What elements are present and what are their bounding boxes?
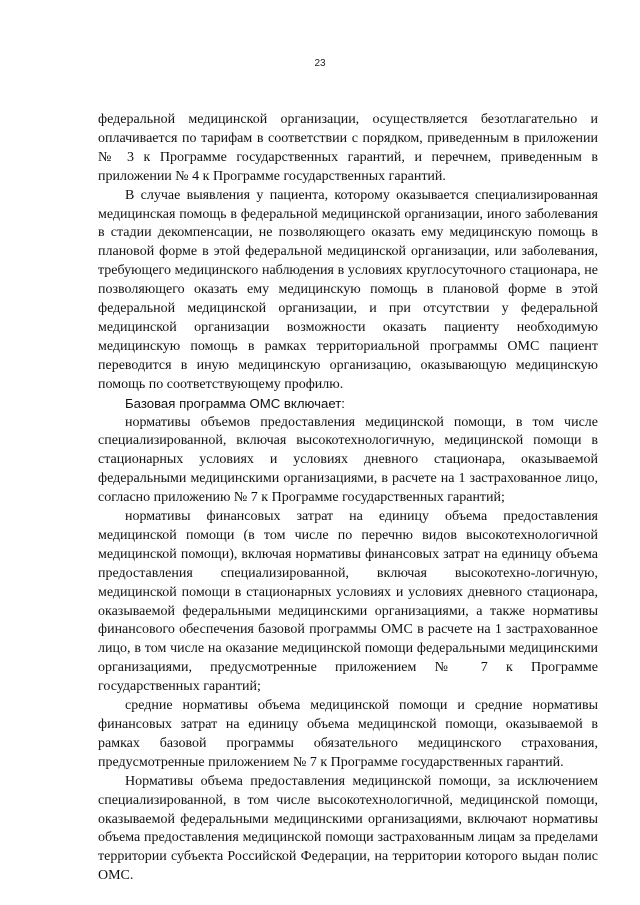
paragraph-continuation: федеральной медицинской организации, осуществляется безотлагательно и оплачивается по тарифам в соответствии с порядком, приведенным в приложении № 3 к Программе государственных гарантий, и перечнем, приведенным в приложении № 4 к Программе государственных гарантий. — [98, 112, 598, 184]
paragraph-patient-transfer: В случае выявления у пациента, которому оказывается специализированная медицинская помощь в федеральной медицинской организации, иного заболевания в стадии декомпенсации, не позволяющего оказать ему медицинскую помощь в плановой форме в этой федеральной медицинской организации, или заболевания, требующего медицинского наблюдения в условиях круглосуточного стационара, не позволяющего оказать ему медицинскую помощь в плановой форме в этой федеральной медицинской организации, и при отсутствии у федеральной медицинской организации возможности оказать пациенту необходимую медицинскую помощь в рамках территориальной программы ОМС пациент переводится в иную медицинскую организацию, оказывающую медицинскую помощь по соответствующему профилю. — [98, 187, 598, 392]
page-number: 23 — [314, 58, 326, 69]
paragraph-average-norms: средние нормативы объема медицинской помощи и средние нормативы финансовых затрат на единицу объема медицинской помощи, оказываемой в рамках базовой программы обязательного медицинского страхования, предусмотренные приложением № 7 к Программе государственных гарантий. — [98, 698, 598, 770]
paragraph-financial-norms: нормативы финансовых затрат на единицу объема предоставления медицинской помощи (в том числе по перечню видов высокотехнологичной медицинской помощи), включая нормативы финансовых затрат на единицу объема предоставления специализированной, включая высокотехно-логичную, медицинской помощи в стационарных условиях и условиях дневного стационара, оказываемой федеральными медицинскими организациями, а также нормативы финансового обеспечения базовой программы ОМС в расчете на 1 застрахованное лицо, в том числе на оказание медицинской помощи федеральными медицинскими организациями, предусмотренные приложением № 7 к Программе государственных гарантий; — [98, 509, 598, 695]
document-body — [98, 111, 598, 886]
paragraph-base-program-heading: Базовая программа ОМС включает: — [125, 395, 345, 411]
paragraph-volume-norms: нормативы объемов предоставления медицинской помощи, в том числе специализированной, включая высокотехнологичную, медицинской помощи в стационарных условиях и условиях дневного стационара, оказываемой федеральными медицинскими организациями, в расчете на 1 застрахованное лицо, согласно приложению № 7 к Программе государственных гарантий; — [98, 414, 598, 506]
paragraph-volume-exclusions: Нормативы объема предоставления медицинской помощи, за исключением специализированной, в том числе высокотехнологичной, медицинской помощи, оказываемой федеральными медицинскими организациями, включают нормативы объема предоставления медицинской помощи застрахованным лицам за пределами территории субъекта Российской Федерации, на территории которого выдан полис ОМС. — [98, 773, 598, 884]
